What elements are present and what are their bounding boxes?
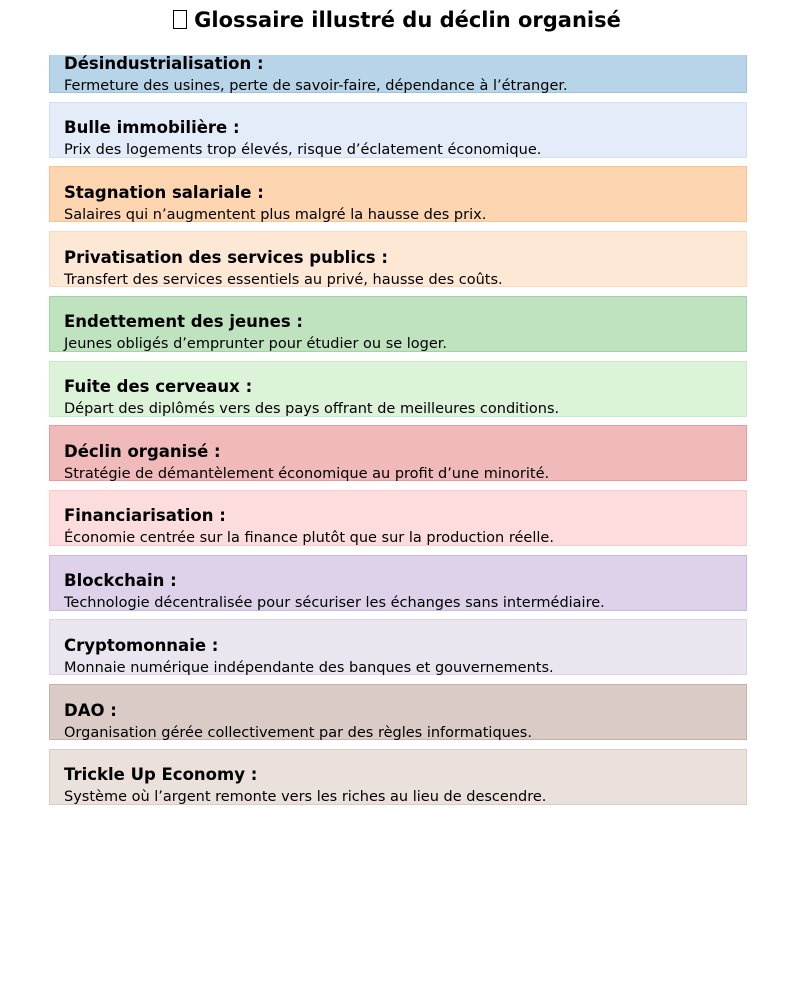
glossary-definition: Transfert des services essentiels au privé, hausse des coûts. (64, 271, 503, 288)
glossary-term: Bulle immobilière : (64, 118, 240, 138)
glossary-term: DAO : (64, 700, 117, 720)
glossary-definition: Départ des diplômés vers des pays offrant de meilleures conditions. (64, 401, 560, 417)
glossary-term: Cryptomonnaie : (64, 635, 219, 655)
glossary-definition: Système où l’argent remonte vers les riches au lieu de descendre. (64, 789, 547, 806)
glossary-definition: Stratégie de démantèlement économique au profit d’une minorité. (64, 465, 550, 482)
glossary-term: Endettement des jeunes : (64, 312, 304, 332)
glossary-term: Financiarisation : (64, 506, 226, 526)
page-title-text: Glossaire illustré du déclin organisé (194, 8, 621, 32)
glossary-definition: Économie centrée sur la finance plutôt que sur la production réelle. (64, 530, 554, 547)
glossary-term: Trickle Up Economy : (64, 765, 258, 785)
page-title (0, 6, 794, 34)
glossary-term: Stagnation salariale : (64, 182, 264, 202)
glossary-term: Déclin organisé : (64, 441, 221, 461)
glossary-definition: Organisation gérée collectivement par des règles informatiques. (64, 724, 532, 741)
glossary-term: Fuite des cerveaux : (64, 377, 253, 396)
glossary-term: Désindustrialisation : (64, 55, 264, 73)
glossary-definition: Jeunes obligés d’emprunter pour étudier ou se loger. (64, 336, 448, 353)
glossary-definition: Fermeture des usines, perte de savoir-faire, dépendance à l’étranger. (64, 77, 568, 94)
glossary-list (0, 55, 794, 989)
glossary-definition: Prix des logements trop élevés, risque d’éclatement économique. (64, 142, 542, 159)
glossary-term: Blockchain : (64, 571, 177, 591)
missing-glyph-box-icon (173, 10, 187, 29)
glossary-term: Privatisation des services publics : (64, 247, 388, 267)
glossary-definition: Technologie décentralisée pour sécuriser les échanges sans intermédiaire. (64, 595, 605, 612)
glossary-definition: Salaires qui n’augmentent plus malgré la hausse des prix. (64, 206, 487, 223)
glossary-definition: Monnaie numérique indépendante des banques et gouvernements. (64, 659, 554, 676)
